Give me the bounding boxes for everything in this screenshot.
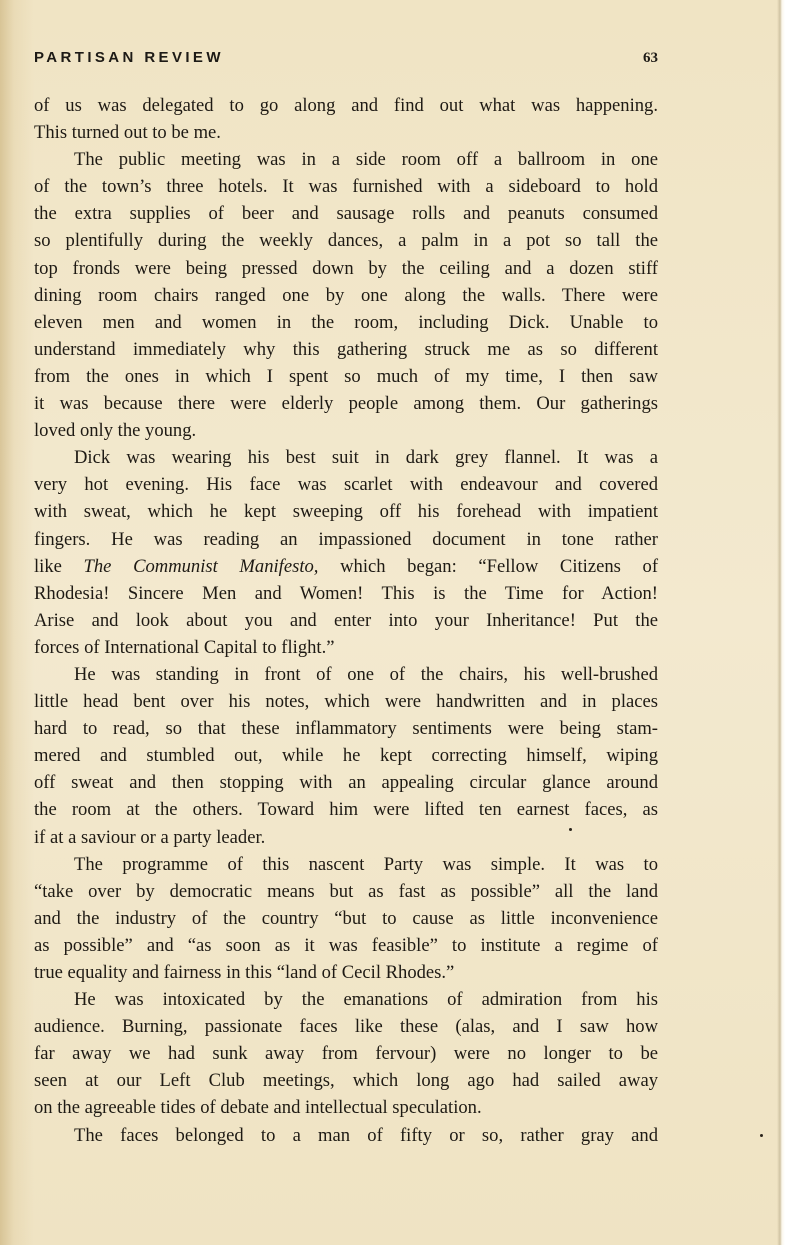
text-line: very hot evening. His face was scarlet with endeavour and covered	[34, 474, 658, 496]
text-line: on the agreeable tides of debate and intellectual speculation.	[34, 1097, 482, 1119]
italic-title: The Communist Manifesto,	[83, 555, 319, 577]
text-line: little head bent over his notes, which were handwritten and in places	[34, 691, 658, 713]
ink-speck	[760, 1134, 763, 1137]
ink-speck	[569, 828, 572, 831]
running-head	[34, 49, 658, 73]
text-line: top fronds were being pressed down by the ceiling and a dozen stiff	[34, 257, 658, 279]
text-line: He was intoxicated by the emanations of admiration from his	[74, 989, 658, 1011]
text-line: hard to read, so that these inflammatory sentiments were being stam-	[34, 718, 658, 740]
text-line: Arise and look about you and enter into your Inheritance! Put the	[34, 609, 658, 631]
text-line: “take over by democratic means but as fast as possible” all the land	[34, 880, 658, 902]
text-line: as possible” and “as soon as it was feasible” to institute a regime of	[34, 934, 658, 956]
text-line: eleven men and women in the room, including Dick. Unable to	[34, 311, 658, 333]
text-line: the room at the others. Toward him were lifted ten earnest faces, as	[34, 799, 658, 821]
text-line: This turned out to be me.	[34, 122, 221, 144]
text-line: true equality and fairness in this “land of Cecil Rhodes.”	[34, 962, 455, 983]
text-line: fingers. He was reading an impassioned document in tone rather	[34, 528, 658, 550]
text-line: loved only the young.	[34, 420, 197, 442]
text-line: the extra supplies of beer and sausage rolls and peanuts consumed	[34, 203, 658, 225]
text-line: The faces belonged to a man of fifty or so, rather gray and	[74, 1124, 658, 1146]
text-line: it was because there were elderly people among them. Our gatherings	[34, 393, 658, 415]
text-line: He was standing in front of one of the chairs, his well-brushed	[74, 663, 658, 685]
text-line: Rhodesia! Sincere Men and Women! This is the Time for Action!	[34, 582, 658, 604]
page-number: 63	[643, 50, 658, 66]
text-line: seen at our Left Club meetings, which long ago had sailed away	[34, 1070, 658, 1092]
text-line: of the town’s three hotels. It was furnished with a sideboard to hold	[34, 176, 658, 198]
text-line: far away we had sunk away from fervour) were no longer to be	[34, 1043, 658, 1065]
text-line: of us was delegated to go along and find out what was happening.	[34, 95, 658, 116]
journal-title: PARTISAN REVIEW	[34, 49, 224, 66]
text-line: like The Communist Manifesto, which began: “Fellow Citizens of	[34, 555, 659, 577]
text-line: mered and stumbled out, while he kept correcting himself, wiping	[34, 745, 658, 767]
text-line: audience. Burning, passionate faces like these (alas, and I saw how	[34, 1016, 658, 1038]
text-line: with sweat, which he kept sweeping off his forehead with impatient	[34, 501, 658, 523]
text-line: Dick was wearing his best suit in dark grey flannel. It was a	[74, 447, 658, 469]
text-line: from the ones in which I spent so much of my time, I then saw	[34, 365, 658, 387]
body-text	[34, 92, 658, 1149]
text-line: understand immediately why this gathering struck me as so different	[34, 338, 658, 360]
text-line: off sweat and then stopping with an appealing circular glance around	[34, 772, 658, 794]
text-line: if at a saviour or a party leader.	[34, 826, 266, 848]
text-line: The public meeting was in a side room off a ballroom in one	[74, 149, 658, 171]
page-edge	[777, 0, 785, 1245]
text-line: forces of International Capital to flight.”	[34, 636, 335, 658]
text-line: so plentifully during the weekly dances, a palm in a pot so tall the	[34, 230, 658, 252]
text-line: The programme of this nascent Party was simple. It was to	[74, 853, 658, 875]
text-line: and the industry of the country “but to cause as little inconvenience	[34, 907, 658, 929]
text-line: dining room chairs ranged one by one along the walls. There were	[34, 284, 658, 306]
